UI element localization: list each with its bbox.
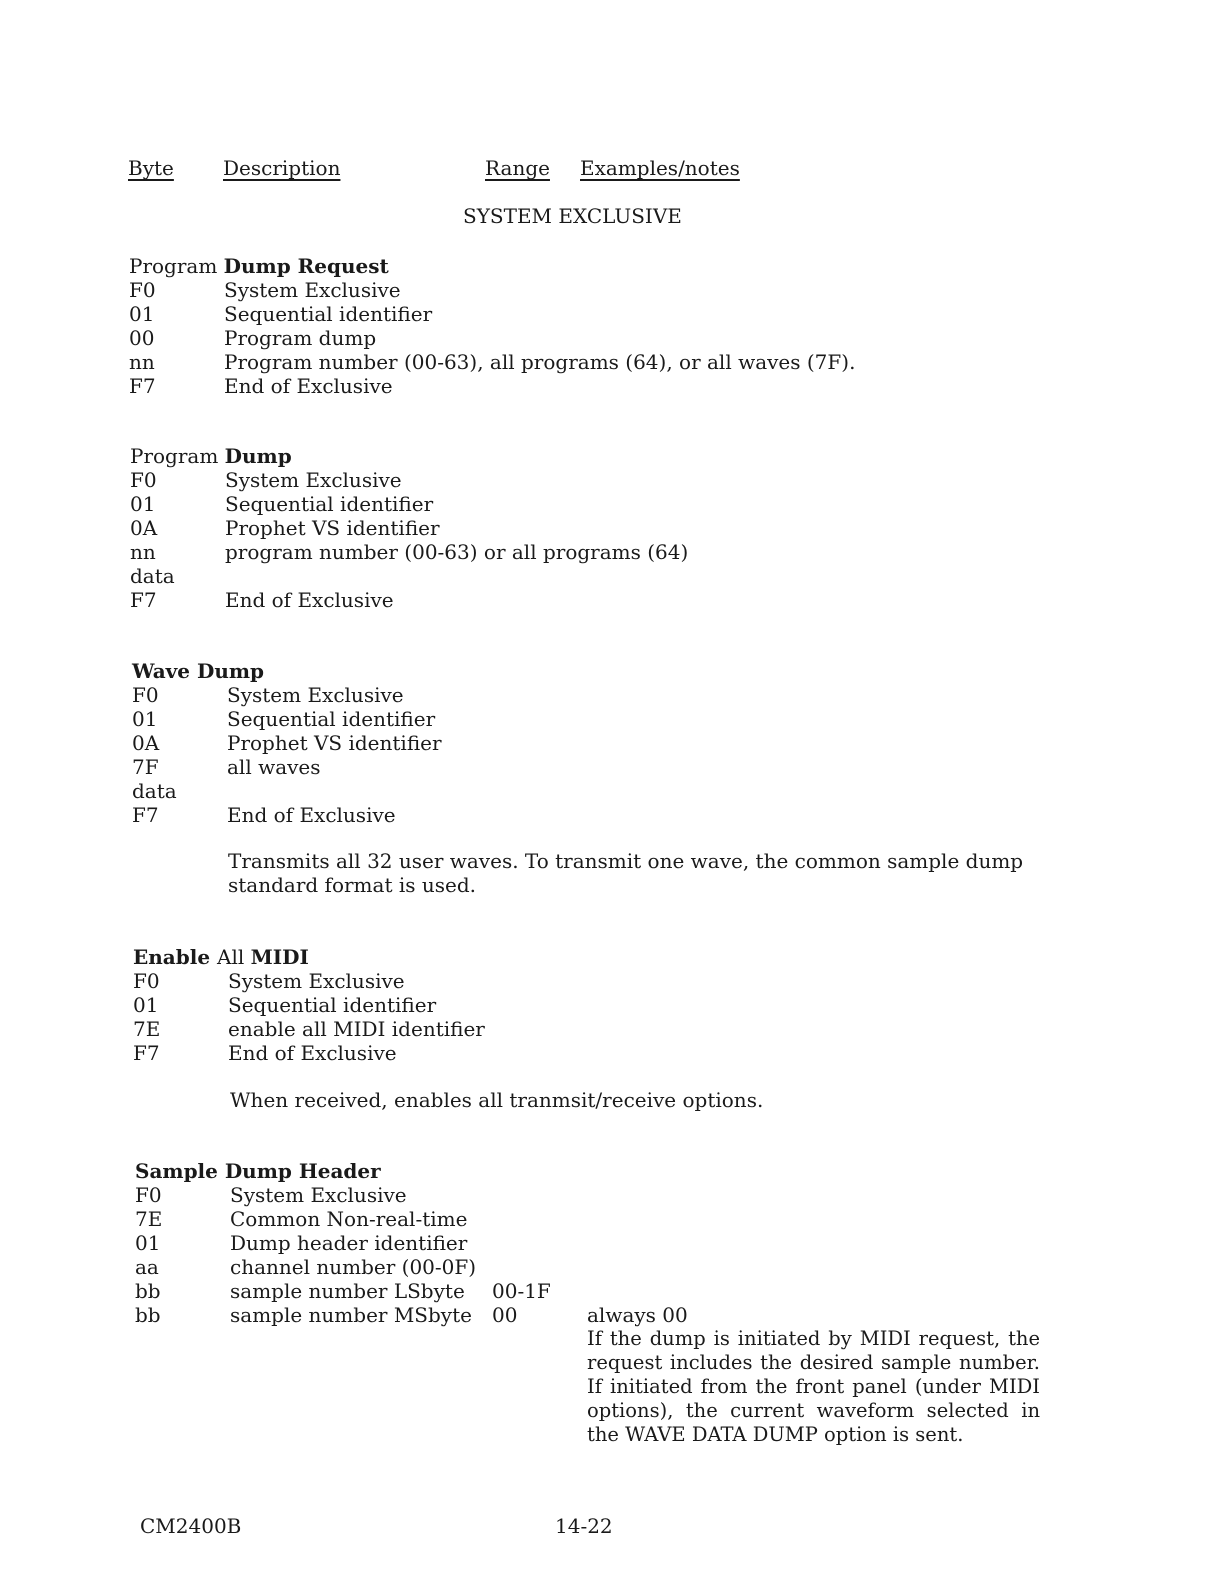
byte-cell: nn — [129, 350, 155, 374]
table-row — [132, 683, 404, 707]
column-header-examples: Examples/notes — [580, 156, 740, 180]
byte-cell: 7E — [135, 1207, 163, 1231]
notes-cell: always 00 — [587, 1303, 688, 1327]
table-row — [133, 993, 436, 1017]
table-row — [130, 492, 433, 516]
description-cell: Sequential identifier — [225, 492, 434, 516]
byte-cell: 0A — [132, 731, 160, 755]
description-cell: System Exclusive — [230, 1183, 407, 1207]
table-row — [133, 1041, 397, 1065]
document-code: CM2400B — [140, 1514, 242, 1538]
description-cell: Program number (00-63), all programs (64), or all waves (7F). — [224, 350, 856, 374]
section-title-part: Dump Request — [223, 254, 389, 278]
description-cell: System Exclusive — [224, 278, 401, 302]
description-cell: System Exclusive — [225, 468, 402, 492]
range-cell: 00 — [492, 1303, 518, 1327]
byte-cell: F7 — [129, 374, 156, 398]
byte-cell: F7 — [133, 1041, 160, 1065]
column-header-description: Description — [223, 156, 341, 180]
description-cell: Sequential identifier — [227, 707, 436, 731]
section-program-dump-request — [129, 254, 856, 398]
section-title-part: Program — [130, 444, 225, 468]
section-title: Sample Dump Header — [135, 1159, 381, 1183]
section-title-part: MIDI — [250, 945, 309, 969]
description-cell: End of Exclusive — [224, 374, 393, 398]
byte-cell: data — [132, 779, 177, 803]
byte-cell: F7 — [130, 588, 157, 612]
description-cell: channel number (00-0F) — [230, 1255, 477, 1279]
byte-cell: F0 — [129, 278, 156, 302]
table-row — [129, 350, 855, 374]
table-row — [129, 326, 376, 350]
table-row — [132, 803, 396, 827]
byte-cell: 01 — [129, 302, 155, 326]
description-cell: Common Non-real-time — [230, 1207, 468, 1231]
description-cell: sample number MSbyte — [230, 1303, 472, 1327]
description-cell: Sequential identifier — [224, 302, 433, 326]
section-title-part: Program — [129, 254, 224, 278]
section-title: Wave Dump — [132, 659, 265, 683]
table-row — [129, 374, 393, 398]
description-cell: End of Exclusive — [225, 588, 394, 612]
table-row — [130, 516, 440, 540]
byte-cell: 00 — [129, 326, 155, 350]
table-row — [132, 779, 227, 803]
description-cell: Sequential identifier — [228, 993, 437, 1017]
table-row — [133, 969, 405, 993]
table-row — [130, 588, 394, 612]
description-cell: enable all MIDI identifier — [228, 1017, 485, 1041]
section-title — [133, 945, 309, 969]
table-row — [135, 1279, 551, 1303]
byte-cell: 7E — [133, 1017, 161, 1041]
description-cell: program number (00-63) or all programs (64) — [225, 540, 689, 564]
byte-cell: nn — [130, 540, 156, 564]
description-cell: all waves — [227, 755, 321, 779]
byte-cell: 01 — [135, 1231, 161, 1255]
byte-cell: 01 — [130, 492, 156, 516]
description-cell: Prophet VS identifier — [225, 516, 440, 540]
byte-cell: F0 — [133, 969, 160, 993]
description-cell: Prophet VS identifier — [227, 731, 442, 755]
byte-cell: F0 — [132, 683, 159, 707]
table-row — [135, 1183, 407, 1207]
description-cell: End of Exclusive — [228, 1041, 397, 1065]
column-header-byte: Byte — [128, 156, 174, 180]
column-header-range: Range — [485, 156, 550, 180]
byte-cell: F7 — [132, 803, 159, 827]
section-wave-dump — [132, 659, 1024, 897]
table-row — [135, 1207, 467, 1231]
table-row — [133, 1017, 485, 1041]
byte-cell: 0A — [130, 516, 158, 540]
page-title: SYSTEM EXCLUSIVE — [463, 204, 682, 228]
byte-cell: bb — [135, 1279, 161, 1303]
table-row — [130, 564, 225, 588]
table-row — [129, 302, 432, 326]
description-cell: Dump header identifier — [230, 1231, 468, 1255]
section-enable-all-midi — [133, 945, 764, 1112]
byte-cell: aa — [135, 1255, 159, 1279]
section-title-part: Dump — [224, 444, 292, 468]
section-title-part: All — [217, 945, 251, 969]
description-cell: sample number LSbyte — [230, 1279, 465, 1303]
table-row — [135, 1231, 467, 1255]
table-row — [130, 468, 402, 492]
table-row — [129, 278, 401, 302]
section-note: If the dump is initiated by MIDI request, the request includes the desired sample number. If initiated from the front panel (under MIDI options), the current waveform selected in the WAVE DATA DUMP option is sent. — [587, 1327, 1040, 1446]
section-program-dump — [130, 444, 689, 612]
description-cell: Program dump — [224, 326, 377, 350]
byte-cell: F0 — [135, 1183, 162, 1207]
page-number: 14-22 — [555, 1514, 613, 1538]
range-cell: 00-1F — [492, 1279, 551, 1303]
table-row — [135, 1255, 476, 1279]
table-row — [130, 540, 688, 564]
section-note: Transmits all 32 user waves. To transmit one wave, the common sample dump standard format is used. — [228, 849, 1024, 897]
byte-cell: data — [130, 564, 175, 588]
section-sample-dump-header — [135, 1159, 1040, 1446]
byte-cell: 01 — [133, 993, 159, 1017]
section-note: When received, enables all tranmsit/receive options. — [230, 1088, 764, 1112]
table-row — [132, 755, 321, 779]
table-row — [135, 1303, 688, 1327]
description-cell: System Exclusive — [228, 969, 405, 993]
byte-cell: 01 — [132, 707, 158, 731]
section-title — [129, 254, 389, 278]
section-title — [130, 444, 292, 468]
table-row — [132, 707, 435, 731]
description-cell: System Exclusive — [227, 683, 404, 707]
byte-cell: bb — [135, 1303, 161, 1327]
section-title-part: Enable — [133, 945, 218, 969]
table-row — [132, 731, 442, 755]
byte-cell: 7F — [132, 755, 159, 779]
byte-cell: F0 — [130, 468, 157, 492]
description-cell: End of Exclusive — [227, 803, 396, 827]
